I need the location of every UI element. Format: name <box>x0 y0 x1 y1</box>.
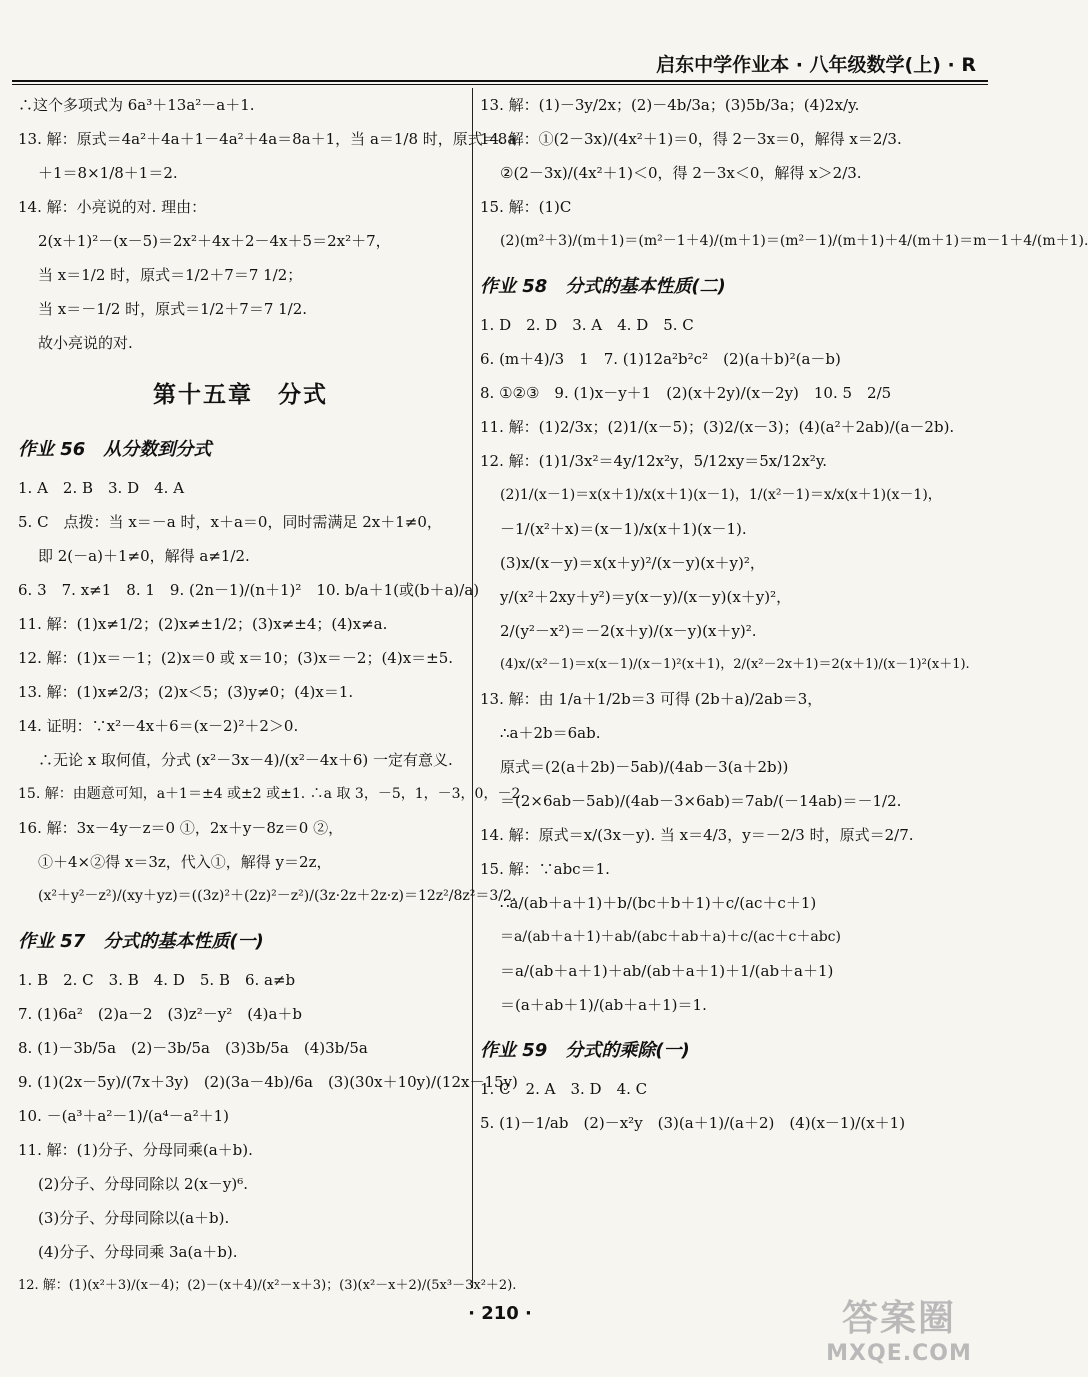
answer-line: (2)分子、分母同除以 2(x－y)⁶. <box>38 1175 248 1193</box>
section-title-57: 作业 57 分式的基本性质(一) <box>18 931 264 952</box>
header-rule <box>12 80 988 82</box>
answer-line: 11. 解：(1)分子、分母同乘(a＋b). <box>18 1141 253 1159</box>
answer-line: 13. 解：原式＝4a²＋4a＋1－4a²＋4a＝8a＋1，当 a＝1/8 时，原式＝8a <box>18 130 517 148</box>
answer-line: y/(x²＋2xy＋y²)＝y(x－y)/(x－y)(x＋y)²， <box>500 588 792 606</box>
answer-line: 6. (m＋4)/3 1 7. (1)12a²b²c² (2)(a＋b)²(a－b) <box>480 350 841 368</box>
answer-line: 5. C 点拨：当 x＝－a 时，x＋a＝0，同时需满足 2x＋1≠0， <box>18 513 442 531</box>
section-title-58: 作业 58 分式的基本性质(二) <box>480 276 726 297</box>
answer-line: ＝(a＋ab＋1)/(ab＋a＋1)＝1. <box>500 996 707 1014</box>
answer-line: 11. 解：(1)x≠1/2；(2)x≠±1/2；(3)x≠±4；(4)x≠a. <box>18 615 388 633</box>
answer-line: 2(x＋1)²－(x－5)＝2x²＋4x＋2－4x＋5＝2x²＋7， <box>38 232 391 250</box>
answer-line: ＋1＝8×1/8＋1＝2. <box>38 164 178 182</box>
answer-line: ∴这个多项式为 6a³＋13a²－a＋1. <box>18 96 255 114</box>
answer-line: 8. (1)－3b/5a (2)－3b/5a (3)3b/5a (4)3b/5a <box>18 1039 368 1057</box>
answer-line: 即 2(－a)＋1≠0，解得 a≠1/2. <box>38 547 250 565</box>
answer-line: (4)x/(x²－1)＝x(x－1)/(x－1)²(x＋1)，2/(x²－2x＋1)＝2(x＋1)/(x－1)²(x＋1). <box>500 657 970 672</box>
answer-line: ②(2－3x)/(4x²＋1)＜0，得 2－3x＜0，解得 x＞2/3. <box>500 164 862 182</box>
answer-line: 1. C 2. A 3. D 4. C <box>480 1080 648 1098</box>
chapter-title: 第十五章 分式 <box>153 382 328 408</box>
section-title-59: 作业 59 分式的乘除(一) <box>480 1040 690 1061</box>
answer-line: 13. 解：由 1/a＋1/2b＝3 可得 (2b＋a)/2ab＝3， <box>480 690 823 708</box>
answer-line: 14. 解：小亮说的对. 理由： <box>18 198 207 216</box>
watermark-text: 答案圈 <box>841 1298 956 1339</box>
answer-line: 12. 解：(1)(x²＋3)/(x－4)；(2)－(x＋4)/(x²－x＋3)；(3)(x²－x＋2)/(5x³－3x²＋2). <box>18 1278 517 1293</box>
answer-line: ∴a/(ab＋a＋1)＋b/(bc＋b＋1)＋c/(ac＋c＋1) <box>500 894 817 912</box>
answer-line: (4)分子、分母同乘 3a(a＋b). <box>38 1243 238 1261</box>
answer-line: ＝a/(ab＋a＋1)＋ab/(abc＋ab＋a)＋c/(ac＋c＋abc) <box>500 929 841 945</box>
answer-line: 原式＝(2(a＋2b)－5ab)/(4ab－3(a＋2b)) <box>500 758 789 776</box>
answer-line: 当 x＝－1/2 时，原式＝1/2＋7＝7 1/2. <box>38 300 308 318</box>
answer-line: 12. 解：(1)x＝－1；(2)x＝0 或 x＝10；(3)x＝－2；(4)x＝±5. <box>18 649 454 667</box>
answer-line: 故小亮说的对. <box>38 334 133 352</box>
answer-line: 5. (1)－1/ab (2)－x²y (3)(a＋1)/(a＋2) (4)(x－1)/(x＋1) <box>480 1114 906 1132</box>
answer-line: 14. 证明：∵x²－4x＋6＝(x－2)²＋2＞0. <box>18 717 299 735</box>
header-rule-thin <box>12 84 988 85</box>
answer-line: 12. 解：(1)1/3x²＝4y/12x²y，5/12xy＝5x/12x²y. <box>480 452 828 470</box>
answer-line: 2/(y²－x²)＝－2(x＋y)/(x－y)(x＋y)². <box>500 622 757 640</box>
answer-line: 7. (1)6a² (2)a－2 (3)z²－y² (4)a＋b <box>18 1005 303 1023</box>
answer-line: 16. 解：3x－4y－z＝0 ①，2x＋y－8z＝0 ②， <box>18 819 344 837</box>
answer-line: ∴无论 x 取何值，分式 (x²－3x－4)/(x²－4x＋6) 一定有意义. <box>38 751 453 769</box>
page-header: 启东中学作业本 · 八年级数学(上) · R <box>656 54 976 76</box>
answer-line: (3)x/(x－y)＝x(x＋y)²/(x－y)(x＋y)²， <box>500 554 765 572</box>
answer-line: 15. 解：(1)C <box>480 198 572 216</box>
answer-line: 9. (1)(2x－5y)/(7x＋3y) (2)(3a－4b)/6a (3)(30x＋10y)/(12x－15y) <box>18 1073 518 1091</box>
answer-line: 13. 解：(1)－3y/2x；(2)－4b/3a；(3)5b/3a；(4)2x/y. <box>480 96 860 114</box>
column-divider <box>472 88 473 1288</box>
answer-line: 10. －(a³＋a²－1)/(a⁴－a²＋1) <box>18 1107 229 1125</box>
answer-line: ＝(2×6ab－5ab)/(4ab－3×6ab)＝7ab/(－14ab)＝－1/2. <box>500 792 902 810</box>
answer-line: 14. 解：原式＝x/(3x－y). 当 x＝4/3，y＝－2/3 时，原式＝2/7. <box>480 826 914 844</box>
answer-line: (x²＋y²－z²)/(xy＋yz)＝((3z)²＋(2z)²－z²)/(3z·2z＋2z·z)＝12z²/8z²＝3/2. <box>38 888 517 904</box>
answer-line: 1. D 2. D 3. A 4. D 5. C <box>480 316 694 334</box>
answer-line: 11. 解：(1)2/3x；(2)1/(x－5)；(3)2/(x－3)；(4)(a²＋2ab)/(a－2b). <box>480 418 955 436</box>
section-title-56: 作业 56 从分数到分式 <box>18 439 212 460</box>
answer-line: 15. 解：由题意可知，a＋1＝±4 或±2 或±1. ∴a 取 3，－5，1，－3，0，－2. <box>18 786 525 802</box>
answer-line: 13. 解：(1)x≠2/3；(2)x＜5；(3)y≠0；(4)x＝1. <box>18 683 354 701</box>
page-number: · 210 · <box>468 1303 532 1324</box>
right-column <box>480 88 1088 1140</box>
answer-line: 当 x＝1/2 时，原式＝1/2＋7＝7 1/2； <box>38 266 303 284</box>
answer-line: 8. ①②③ 9. (1)x－y＋1 (2)(x＋2y)/(x－2y) 10. 5 2/5 <box>480 384 892 402</box>
answer-line: 1. B 2. C 3. B 4. D 5. B 6. a≠b <box>18 971 296 989</box>
answer-line: 15. 解：∵abc＝1. <box>480 860 610 878</box>
answer-line: (2)1/(x－1)＝x(x＋1)/x(x＋1)(x－1)，1/(x²－1)＝x/x(x＋1)(x－1)， <box>500 487 942 503</box>
answer-line: ①＋4×②得 x＝3z，代入①，解得 y＝2z， <box>38 853 332 871</box>
answer-line: (3)分子、分母同除以(a＋b). <box>38 1209 230 1227</box>
answer-line: 1. A 2. B 3. D 4. A <box>18 479 185 497</box>
left-column <box>18 88 525 1303</box>
answer-line: ∴a＋2b＝6ab. <box>500 724 601 742</box>
answer-line: －1/(x²＋x)＝(x－1)/x(x＋1)(x－1). <box>500 520 747 538</box>
answer-line: (2)(m²＋3)/(m＋1)＝(m²－1＋4)/(m＋1)＝(m²－1)/(m＋1)＋4/(m＋1)＝m－1＋4/(m＋1). <box>500 233 1088 249</box>
watermark-url: MXQE.COM <box>826 1341 972 1366</box>
answer-line: 6. 3 7. x≠1 8. 1 9. (2n－1)/(n＋1)² 10. b/a＋1(或(b＋a)/a) <box>18 581 480 599</box>
answer-line: ＝a/(ab＋a＋1)＋ab/(ab＋a＋1)＋1/(ab＋a＋1) <box>500 962 834 980</box>
watermark-logo <box>808 1290 990 1370</box>
answer-line: 14. 解：①(2－3x)/(4x²＋1)＝0，得 2－3x＝0，解得 x＝2/3. <box>480 130 902 148</box>
